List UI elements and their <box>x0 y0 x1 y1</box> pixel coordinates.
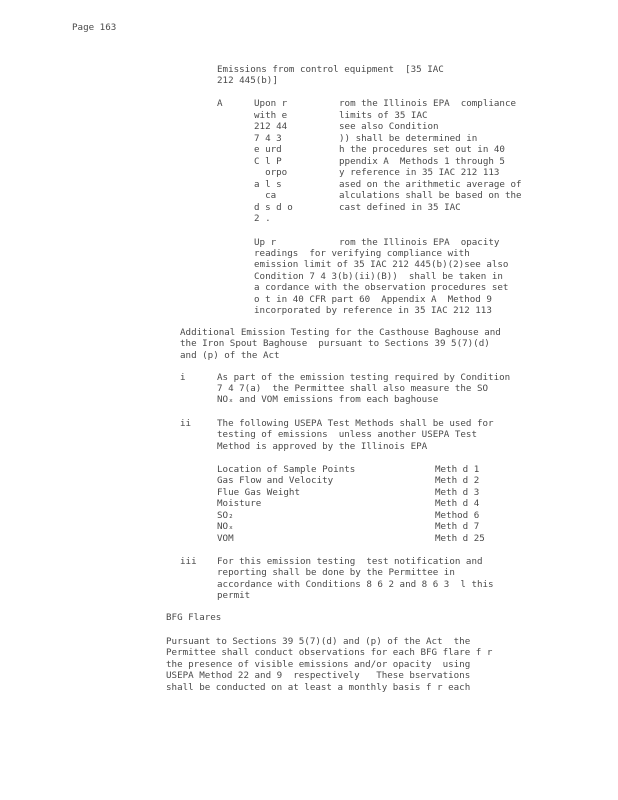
item-a-left-fragment: with e <box>254 109 288 121</box>
item-a-right-fragment: y reference in 35 IAC 212 113 <box>339 167 500 178</box>
item-ii-line-2: testing of emissions unless another USEPA Test <box>217 429 477 440</box>
item-iii-marker: iii <box>180 556 197 567</box>
method-row-name: Moisture <box>217 498 262 509</box>
item-a-marker: A <box>217 98 223 109</box>
additional-testing-line-3: and (p) of the Act <box>180 350 280 361</box>
item-a-right-fragment: )) shall be determined in <box>339 132 478 144</box>
item-i-marker: i <box>180 372 186 383</box>
page-number: Page 163 <box>72 22 117 33</box>
method-row-value: Meth d 4 <box>435 498 480 509</box>
item-a-left-fragment: 212 44 <box>254 121 288 132</box>
item-a-right-fragment: ppendix A Methods 1 through 5 <box>339 155 505 167</box>
item-i-line-3: NOₓ and VOM emissions from each baghouse <box>217 394 439 405</box>
item-a-right-fragment: alculations shall be based on the <box>339 190 522 201</box>
item-a-right-fragment: ased on the arithmetic average of <box>339 178 522 190</box>
opacity-line-3: Condition 7 4 3(b)(ii)(B)) shall be taken in <box>254 271 503 282</box>
opacity-first-right: rom the Illinois EPA opacity <box>339 237 500 248</box>
item-ii-line-3: Method is approved by the Illinois EPA <box>217 441 428 452</box>
item-ii-line-1: The following USEPA Test Methods shall be used for <box>217 418 494 429</box>
method-row-name: VOM <box>217 533 234 544</box>
method-row-value: Meth d 3 <box>435 487 480 498</box>
bfg-para-line-1: Pursuant to Sections 39 5(7)(d) and (p) of the Act the <box>166 636 471 647</box>
method-row-name: NOₓ <box>217 521 234 532</box>
item-a-left-fragment: Upon r <box>254 98 288 109</box>
opacity-line-6: incorporated by reference in 35 IAC 212 113 <box>254 305 492 316</box>
opacity-line-4: a cordance with the observation procedures set <box>254 282 509 293</box>
control-heading-line-1: Emissions from control equipment [35 IAC <box>217 64 444 75</box>
item-a-left-fragment: e urd <box>254 144 282 155</box>
opacity-line-1: readings for verifying compliance with <box>254 248 470 259</box>
bfg-para-line-2: Permittee shall conduct observations for each BFG flare f r <box>166 647 493 658</box>
item-a-right-fragment: h the procedures set out in 40 <box>339 144 505 155</box>
control-heading-line-2: 212 445(b)] <box>217 75 278 86</box>
opacity-first-left: Up r <box>254 237 277 248</box>
item-a-left-fragment: d s d o <box>254 201 293 213</box>
item-a-left-fragment: a l s <box>254 178 282 190</box>
item-i-line-1: As part of the emission testing required by Condition <box>217 372 511 383</box>
item-a-left-fragment: C l P <box>254 155 282 167</box>
item-a-left-fragment: ca <box>254 190 277 201</box>
item-ii-marker: ii <box>180 418 192 429</box>
opacity-line-2: emission limit of 35 IAC 212 445(b)(2)see also <box>254 259 509 270</box>
item-a-right-fragment: cast defined in 35 IAC <box>339 201 461 213</box>
additional-testing-line-2: the Iron Spout Baghouse pursuant to Sections 39 5(7)(d) <box>180 338 490 349</box>
method-row-value: Meth d 1 <box>435 464 480 475</box>
opacity-line-5: o t in 40 CFR part 60 Appendix A Method 9 <box>254 294 492 305</box>
method-row-value: Meth d 2 <box>435 475 480 486</box>
method-row-name: Gas Flow and Velocity <box>217 475 334 486</box>
item-a-left-fragment: 2 . <box>254 213 271 224</box>
bfg-para-line-3: the presence of visible emissions and/or opacity using <box>166 659 471 670</box>
method-row-name: SO₂ <box>217 510 234 521</box>
item-iii-line-2: reporting shall be done by the Permittee in <box>217 567 455 578</box>
method-row-name: Flue Gas Weight <box>217 487 300 498</box>
method-row-value: Meth d 25 <box>435 533 485 544</box>
additional-testing-line-1: Additional Emission Testing for the Casthouse Baghouse and <box>180 327 501 338</box>
bfg-heading: BFG Flares <box>166 612 222 623</box>
method-row-name: Location of Sample Points <box>217 464 356 475</box>
method-row-value: Method 6 <box>435 510 480 521</box>
bfg-para-line-5: shall be conducted on at least a monthly basis f r each <box>166 682 471 693</box>
item-a-left-fragment: 7 4 3 <box>254 132 282 144</box>
item-i-line-2: 7 4 7(a) the Permittee shall also measure the SO <box>217 383 489 394</box>
item-iii-line-3: accordance with Conditions 8 6 2 and 8 6 3 l this <box>217 579 494 590</box>
method-row-value: Meth d 7 <box>435 521 480 532</box>
item-a-right-fragment: limits of 35 IAC <box>339 109 428 121</box>
item-a-right-fragment: see also Condition <box>339 121 439 132</box>
item-a-left-fragment: orpo <box>254 167 288 178</box>
item-a-right-fragment: rom the Illinois EPA compliance <box>339 98 517 109</box>
item-iii-line-4: permit <box>217 590 251 601</box>
item-iii-line-1: For this emission testing test notification and <box>217 556 483 567</box>
bfg-para-line-4: USEPA Method 22 and 9 respectively These bservations <box>166 670 471 681</box>
